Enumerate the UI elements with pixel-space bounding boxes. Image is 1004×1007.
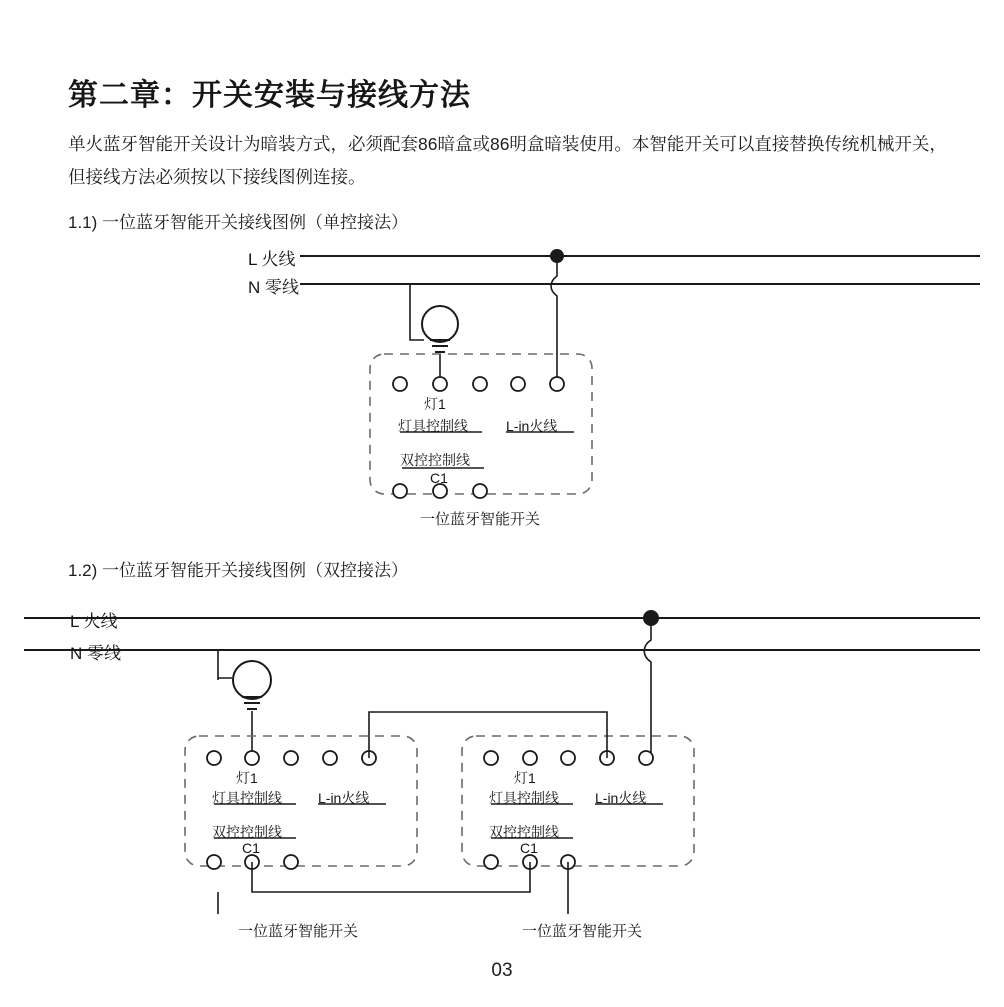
terminal-label-c1: C1	[242, 840, 260, 856]
page-number: 03	[491, 960, 513, 981]
intro-paragraph: 单火蓝牙智能开关设计为暗装方式，必须配套86暗盒或86明盒暗装使用。本智能开关可以直接替换传统机械开关，但接线方法必须按以下接线图例连接。	[68, 133, 947, 187]
label-lamp-control-line: 灯具控制线	[398, 418, 468, 434]
terminal-label-c1: C1	[520, 840, 538, 856]
rail-label-live: L 火线	[248, 250, 296, 269]
terminal-label-lamp1: 灯1	[236, 770, 258, 786]
terminal-label-c1: C1	[430, 470, 448, 486]
label-live-in: L-in火线	[506, 418, 558, 434]
caption-switch-right: 一位蓝牙智能开关	[522, 923, 643, 940]
wiring-diagram-single-control	[0, 236, 1004, 536]
terminal-label-lamp1: 灯1	[514, 770, 536, 786]
caption-switch-left: 一位蓝牙智能开关	[238, 923, 359, 940]
wiring-diagram-dual-control	[0, 596, 1004, 956]
label-live-in: L-in火线	[595, 790, 647, 806]
terminal-label-lamp1: 灯1	[424, 396, 446, 412]
rail-label-neutral: N 零线	[70, 644, 121, 663]
label-lamp-control-line: 灯具控制线	[212, 790, 282, 806]
label-live-in: L-in火线	[318, 790, 370, 806]
rail-label-neutral: N 零线	[248, 278, 299, 297]
label-dual-control-line: 双控控制线	[400, 452, 470, 468]
page-title: 第二章：开关安装与接线方法	[68, 79, 471, 113]
label-dual-control-line: 双控控制线	[212, 824, 282, 840]
section-label-dual-control: 1.2) 一位蓝牙智能开关接线图例（双控接法）	[68, 561, 409, 580]
rail-label-live: L 火线	[70, 612, 118, 631]
section-label-single-control: 1.1) 一位蓝牙智能开关接线图例（单控接法）	[68, 213, 409, 232]
caption-switch: 一位蓝牙智能开关	[420, 511, 541, 528]
label-dual-control-line: 双控控制线	[489, 824, 559, 840]
label-lamp-control-line: 灯具控制线	[489, 790, 559, 806]
